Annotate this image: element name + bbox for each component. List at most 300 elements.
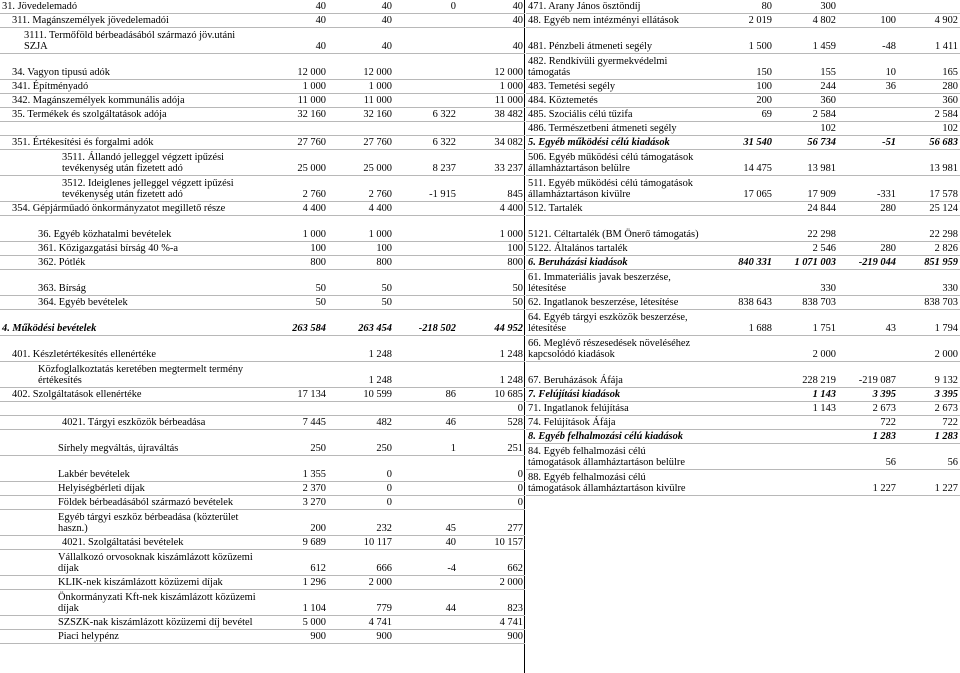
modified-budget-cell: 40	[328, 0, 394, 14]
original-budget-cell: 1 000	[262, 216, 328, 242]
new-budget-cell	[898, 0, 960, 14]
change-cell: 43	[838, 310, 898, 336]
row-label: Földek bérbeadásából származó bevételek	[0, 496, 262, 510]
change-cell	[394, 242, 458, 256]
change-cell: 1	[394, 430, 458, 456]
table-row	[526, 94, 960, 108]
table-row	[0, 94, 525, 108]
modified-budget-cell: 155	[774, 54, 838, 80]
change-cell: -1 915	[394, 176, 458, 202]
table-row	[0, 482, 525, 496]
row-label: 36. Egyéb közhatalmi bevételek	[0, 216, 262, 242]
new-budget-cell: 56	[898, 444, 960, 470]
change-cell	[394, 256, 458, 270]
modified-budget-cell: 0	[328, 496, 394, 510]
original-budget-cell: 17 065	[702, 176, 774, 202]
table-row	[0, 630, 525, 644]
table-row	[526, 150, 960, 176]
original-budget-cell: 612	[262, 550, 328, 576]
table-row	[0, 270, 525, 296]
table-row	[0, 176, 525, 202]
change-cell: 100	[838, 14, 898, 28]
row-label: 8. Egyéb felhalmozási célú kiadások	[526, 430, 702, 444]
change-cell	[394, 202, 458, 216]
change-cell	[394, 296, 458, 310]
row-label: 35. Termékek és szolgáltatások adója	[0, 108, 262, 122]
original-budget-cell: 800	[262, 256, 328, 270]
table-row	[0, 496, 525, 510]
new-budget-cell: 2 673	[898, 402, 960, 416]
original-budget-cell: 40	[262, 14, 328, 28]
new-budget-cell: 2 584	[898, 108, 960, 122]
new-budget-cell: 662	[458, 550, 525, 576]
modified-budget-cell: 22 298	[774, 216, 838, 242]
table-row	[0, 576, 525, 590]
new-budget-cell: 44 952	[458, 310, 525, 336]
modified-budget-cell: 4 400	[328, 202, 394, 216]
table-row	[0, 242, 525, 256]
modified-budget-cell: 1 143	[774, 388, 838, 402]
table-row	[0, 256, 525, 270]
change-cell: 6 322	[394, 136, 458, 150]
modified-budget-cell: 1 071 003	[774, 256, 838, 270]
original-budget-cell	[702, 470, 774, 496]
modified-budget-cell: 2 000	[328, 576, 394, 590]
table-row	[526, 270, 960, 296]
new-budget-cell: 102	[898, 122, 960, 136]
modified-budget-cell: 1 751	[774, 310, 838, 336]
modified-budget-cell: 4 741	[328, 616, 394, 630]
modified-budget-cell: 1 143	[774, 402, 838, 416]
original-budget-cell: 100	[702, 80, 774, 94]
modified-budget-cell	[774, 416, 838, 430]
new-budget-cell: 280	[898, 80, 960, 94]
modified-budget-cell: 244	[774, 80, 838, 94]
change-cell	[838, 150, 898, 176]
row-label: 3512. Ideiglenes jelleggel végzett ipűzési tevékenység után fizetett adó	[0, 176, 262, 202]
original-budget-cell: 3 270	[262, 496, 328, 510]
original-budget-cell: 12 000	[262, 54, 328, 80]
modified-budget-cell: 2 000	[774, 336, 838, 362]
change-cell	[394, 402, 458, 416]
new-budget-cell: 165	[898, 54, 960, 80]
modified-budget-cell: 0	[328, 456, 394, 482]
change-cell	[394, 576, 458, 590]
row-label: 31. Jövedelemadó	[0, 0, 262, 14]
new-budget-cell: 1 000	[458, 216, 525, 242]
row-label: 7. Felújítási kiadások	[526, 388, 702, 402]
table-row	[526, 362, 960, 388]
row-label: 485. Szociális célú tűzifa	[526, 108, 702, 122]
new-budget-cell: 1 411	[898, 28, 960, 54]
original-budget-cell: 838 643	[702, 296, 774, 310]
row-label: 484. Köztemetés	[526, 94, 702, 108]
change-cell	[394, 122, 458, 136]
modified-budget-cell: 11 000	[328, 94, 394, 108]
new-budget-cell: 2 000	[898, 336, 960, 362]
change-cell	[394, 54, 458, 80]
row-label: Piaci helypénz	[0, 630, 262, 644]
original-budget-cell	[702, 202, 774, 216]
row-label: 402. Szolgáltatások ellenértéke	[0, 388, 262, 402]
table-row	[0, 122, 525, 136]
modified-budget-cell: 360	[774, 94, 838, 108]
change-cell: -51	[838, 136, 898, 150]
table-row	[0, 310, 525, 336]
original-budget-cell: 40	[262, 28, 328, 54]
table-row	[0, 150, 525, 176]
original-budget-cell: 1 500	[702, 28, 774, 54]
new-budget-cell: 1 000	[458, 80, 525, 94]
modified-budget-cell: 50	[328, 296, 394, 310]
new-budget-cell: 4 741	[458, 616, 525, 630]
original-budget-cell	[702, 336, 774, 362]
modified-budget-cell: 300	[774, 0, 838, 14]
modified-budget-cell: 779	[328, 590, 394, 616]
original-budget-cell: 150	[702, 54, 774, 80]
original-budget-cell: 1 296	[262, 576, 328, 590]
row-label: 362. Pótlék	[0, 256, 262, 270]
table-row	[526, 470, 960, 496]
new-budget-cell: 11 000	[458, 94, 525, 108]
new-budget-cell: 251	[458, 430, 525, 456]
new-budget-cell: 1 248	[458, 362, 525, 388]
new-budget-cell: 38 482	[458, 108, 525, 122]
change-cell: 722	[838, 416, 898, 430]
new-budget-cell: 1 248	[458, 336, 525, 362]
change-cell	[394, 80, 458, 94]
row-label	[0, 402, 262, 416]
change-cell: -4	[394, 550, 458, 576]
row-label: 61. Immateriális javak beszerzése, létesítése	[526, 270, 702, 296]
modified-budget-cell: 27 760	[328, 136, 394, 150]
new-budget-cell: 2 826	[898, 242, 960, 256]
row-label: 3511. Állandó jelleggel végzett ipűzési tevékenység után fizetett adó	[0, 150, 262, 176]
original-budget-cell: 200	[262, 510, 328, 536]
modified-budget-cell: 228 219	[774, 362, 838, 388]
new-budget-cell: 13 981	[898, 150, 960, 176]
table-row	[526, 430, 960, 444]
row-label: 4021. Szolgáltatási bevételek	[0, 536, 262, 550]
original-budget-cell: 263 584	[262, 310, 328, 336]
table-row	[0, 362, 525, 388]
table-row	[526, 242, 960, 256]
original-budget-cell: 69	[702, 108, 774, 122]
expenditure-table	[526, 0, 960, 496]
modified-budget-cell: 0	[328, 482, 394, 496]
row-label: 5. Egyéb működési célú kiadások	[526, 136, 702, 150]
change-cell: 36	[838, 80, 898, 94]
new-budget-cell: 360	[898, 94, 960, 108]
original-budget-cell: 27 760	[262, 136, 328, 150]
row-label: 62. Ingatlanok beszerzése, létesítése	[526, 296, 702, 310]
row-label: Vállalkozó orvosoknak kiszámlázott közüzemi díjak	[0, 550, 262, 576]
new-budget-cell: 4 902	[898, 14, 960, 28]
change-cell	[394, 94, 458, 108]
modified-budget-cell: 40	[328, 14, 394, 28]
modified-budget-cell: 1 459	[774, 28, 838, 54]
new-budget-cell: 0	[458, 456, 525, 482]
new-budget-cell: 22 298	[898, 216, 960, 242]
modified-budget-cell: 40	[328, 28, 394, 54]
change-cell	[394, 456, 458, 482]
new-budget-cell: 9 132	[898, 362, 960, 388]
row-label: 481. Pénzbeli átmeneti segély	[526, 28, 702, 54]
original-budget-cell: 200	[702, 94, 774, 108]
modified-budget-cell: 900	[328, 630, 394, 644]
modified-budget-cell: 263 454	[328, 310, 394, 336]
change-cell	[838, 296, 898, 310]
change-cell	[394, 630, 458, 644]
table-row	[526, 402, 960, 416]
original-budget-cell	[702, 388, 774, 402]
modified-budget-cell: 800	[328, 256, 394, 270]
original-budget-cell: 11 000	[262, 94, 328, 108]
table-row	[526, 336, 960, 362]
modified-budget-cell: 100	[328, 242, 394, 256]
modified-budget-cell: 2 760	[328, 176, 394, 202]
modified-budget-cell	[774, 430, 838, 444]
row-label: 88. Egyéb felhalmozási célú támogatások államháztartáson kivülre	[526, 470, 702, 496]
change-cell	[394, 362, 458, 388]
row-label: 512. Tartalék	[526, 202, 702, 216]
original-budget-cell: 50	[262, 296, 328, 310]
row-label: 511. Egyéb működési célú támogatások államháztartáson kivülre	[526, 176, 702, 202]
row-label: 506. Egyéb működési célú támogatások államháztartáson belülre	[526, 150, 702, 176]
table-row	[526, 444, 960, 470]
row-label: 71. Ingatlanok felújítása	[526, 402, 702, 416]
row-label: SZSZK-nak kiszámlázott közüzemi díj bevétel	[0, 616, 262, 630]
row-label: 311. Magánszemélyek jövedelemadói	[0, 14, 262, 28]
table-row	[0, 136, 525, 150]
table-row	[526, 216, 960, 242]
modified-budget-cell: 102	[774, 122, 838, 136]
new-budget-cell	[458, 122, 525, 136]
modified-budget-cell: 838 703	[774, 296, 838, 310]
modified-budget-cell: 250	[328, 430, 394, 456]
table-row	[0, 430, 525, 456]
table-row	[0, 402, 525, 416]
change-cell: 1 283	[838, 430, 898, 444]
table-row	[0, 416, 525, 430]
change-cell: 6 322	[394, 108, 458, 122]
modified-budget-cell: 4 802	[774, 14, 838, 28]
new-budget-cell: 33 237	[458, 150, 525, 176]
table-row	[526, 122, 960, 136]
modified-budget-cell: 10 599	[328, 388, 394, 402]
modified-budget-cell: 232	[328, 510, 394, 536]
modified-budget-cell: 330	[774, 270, 838, 296]
change-cell: 45	[394, 510, 458, 536]
change-cell: 46	[394, 416, 458, 430]
original-budget-cell	[702, 444, 774, 470]
original-budget-cell	[702, 402, 774, 416]
row-label: Egyéb tárgyi eszköz bérbeadása (közterület haszn.)	[0, 510, 262, 536]
modified-budget-cell	[774, 470, 838, 496]
original-budget-cell: 40	[262, 0, 328, 14]
original-budget-cell: 2 760	[262, 176, 328, 202]
modified-budget-cell	[328, 402, 394, 416]
original-budget-cell	[262, 122, 328, 136]
original-budget-cell	[702, 362, 774, 388]
expenditure-table-panel	[526, 0, 960, 496]
new-budget-cell: 3 395	[898, 388, 960, 402]
modified-budget-cell	[328, 122, 394, 136]
new-budget-cell: 845	[458, 176, 525, 202]
modified-budget-cell: 2 546	[774, 242, 838, 256]
original-budget-cell: 1 000	[262, 80, 328, 94]
table-row	[526, 202, 960, 216]
original-budget-cell: 9 689	[262, 536, 328, 550]
table-row	[526, 136, 960, 150]
original-budget-cell: 5 000	[262, 616, 328, 630]
original-budget-cell: 4 400	[262, 202, 328, 216]
original-budget-cell	[702, 416, 774, 430]
row-label: Közfoglalkoztatás keretében megtermelt termény értékesítés	[0, 362, 262, 388]
original-budget-cell	[262, 362, 328, 388]
new-budget-cell: 2 000	[458, 576, 525, 590]
change-cell: 44	[394, 590, 458, 616]
change-cell	[394, 28, 458, 54]
table-row	[0, 216, 525, 242]
row-label: 48. Egyéb nem intézményi ellátások	[526, 14, 702, 28]
new-budget-cell: 900	[458, 630, 525, 644]
row-label: 351. Értékesítési és forgalmi adók	[0, 136, 262, 150]
original-budget-cell: 31 540	[702, 136, 774, 150]
new-budget-cell: 0	[458, 496, 525, 510]
row-label: 66. Meglévő részesedések növeléséhez kapcsolódó kiadások	[526, 336, 702, 362]
row-label: 341. Építményadó	[0, 80, 262, 94]
change-cell	[394, 496, 458, 510]
row-label: 4. Működési bevételek	[0, 310, 262, 336]
change-cell	[838, 108, 898, 122]
original-budget-cell: 840 331	[702, 256, 774, 270]
modified-budget-cell: 56 734	[774, 136, 838, 150]
table-row	[526, 0, 960, 14]
table-row	[0, 456, 525, 482]
row-label: 64. Egyéb tárgyi eszközök beszerzése, létesítése	[526, 310, 702, 336]
new-budget-cell: 100	[458, 242, 525, 256]
table-row	[526, 388, 960, 402]
row-label	[0, 122, 262, 136]
table-row	[526, 80, 960, 94]
change-cell	[838, 94, 898, 108]
new-budget-cell: 4 400	[458, 202, 525, 216]
row-label: KLIK-nek kiszámlázott közüzemi díjak	[0, 576, 262, 590]
new-budget-cell: 12 000	[458, 54, 525, 80]
table-row	[0, 296, 525, 310]
modified-budget-cell: 32 160	[328, 108, 394, 122]
row-label: 361. Közigazgatási bírság 40 %-a	[0, 242, 262, 256]
original-budget-cell: 1 104	[262, 590, 328, 616]
original-budget-cell: 1 688	[702, 310, 774, 336]
change-cell	[838, 270, 898, 296]
row-label: 483. Temetési segély	[526, 80, 702, 94]
modified-budget-cell: 10 117	[328, 536, 394, 550]
original-budget-cell: 14 475	[702, 150, 774, 176]
change-cell: 86	[394, 388, 458, 402]
table-row	[0, 202, 525, 216]
original-budget-cell: 1 355	[262, 456, 328, 482]
row-label: Lakbér bevételek	[0, 456, 262, 482]
new-budget-cell: 10 685	[458, 388, 525, 402]
modified-budget-cell: 666	[328, 550, 394, 576]
modified-budget-cell: 13 981	[774, 150, 838, 176]
table-row	[526, 176, 960, 202]
change-cell: 1 227	[838, 470, 898, 496]
original-budget-cell: 100	[262, 242, 328, 256]
modified-budget-cell: 2 584	[774, 108, 838, 122]
table-row	[526, 54, 960, 80]
new-budget-cell: 800	[458, 256, 525, 270]
new-budget-cell: 528	[458, 416, 525, 430]
table-row	[0, 14, 525, 28]
modified-budget-cell: 25 000	[328, 150, 394, 176]
change-cell: 10	[838, 54, 898, 80]
original-budget-cell: 25 000	[262, 150, 328, 176]
new-budget-cell: 56 683	[898, 136, 960, 150]
table-row	[526, 108, 960, 122]
new-budget-cell: 722	[898, 416, 960, 430]
modified-budget-cell: 24 844	[774, 202, 838, 216]
new-budget-cell: 1 227	[898, 470, 960, 496]
row-label: Helyiségbérleti díjak	[0, 482, 262, 496]
change-cell: -218 502	[394, 310, 458, 336]
change-cell: 0	[394, 0, 458, 14]
change-cell	[838, 122, 898, 136]
new-budget-cell: 40	[458, 14, 525, 28]
row-label: 486. Természetbeni átmeneti segély	[526, 122, 702, 136]
new-budget-cell: 823	[458, 590, 525, 616]
row-label: 342. Magánszemélyek kommunális adója	[0, 94, 262, 108]
new-budget-cell: 40	[458, 28, 525, 54]
original-budget-cell: 17 134	[262, 388, 328, 402]
change-cell: 3 395	[838, 388, 898, 402]
row-label: Sírhely megváltás, újraváltás	[0, 430, 262, 456]
row-label: 3111. Termőföld bérbeadásából származó jöv.utáni SZJA	[0, 28, 262, 54]
modified-budget-cell: 482	[328, 416, 394, 430]
original-budget-cell	[702, 216, 774, 242]
new-budget-cell: 0	[458, 482, 525, 496]
original-budget-cell	[262, 402, 328, 416]
original-budget-cell: 80	[702, 0, 774, 14]
row-label: 5122. Általános tartalék	[526, 242, 702, 256]
new-budget-cell: 17 578	[898, 176, 960, 202]
row-label: Önkormányzati Kft-nek kiszámlázott közüzemi díjak	[0, 590, 262, 616]
change-cell	[838, 0, 898, 14]
modified-budget-cell: 12 000	[328, 54, 394, 80]
change-cell: 2 673	[838, 402, 898, 416]
row-label: 74. Felújítások Áfája	[526, 416, 702, 430]
row-label: 363. Bírság	[0, 270, 262, 296]
original-budget-cell: 7 445	[262, 416, 328, 430]
original-budget-cell: 50	[262, 270, 328, 296]
change-cell: -219 087	[838, 362, 898, 388]
original-budget-cell	[702, 242, 774, 256]
change-cell	[394, 14, 458, 28]
row-label: 482. Rendkívüli gyermekvédelmi támogatás	[526, 54, 702, 80]
original-budget-cell	[702, 430, 774, 444]
change-cell	[394, 270, 458, 296]
table-row	[526, 256, 960, 270]
change-cell: 280	[838, 242, 898, 256]
row-label: 4021. Tárgyi eszközök bérbeadása	[0, 416, 262, 430]
original-budget-cell: 900	[262, 630, 328, 644]
new-budget-cell: 0	[458, 402, 525, 416]
row-label: 364. Egyéb bevételek	[0, 296, 262, 310]
table-row	[526, 296, 960, 310]
original-budget-cell: 32 160	[262, 108, 328, 122]
